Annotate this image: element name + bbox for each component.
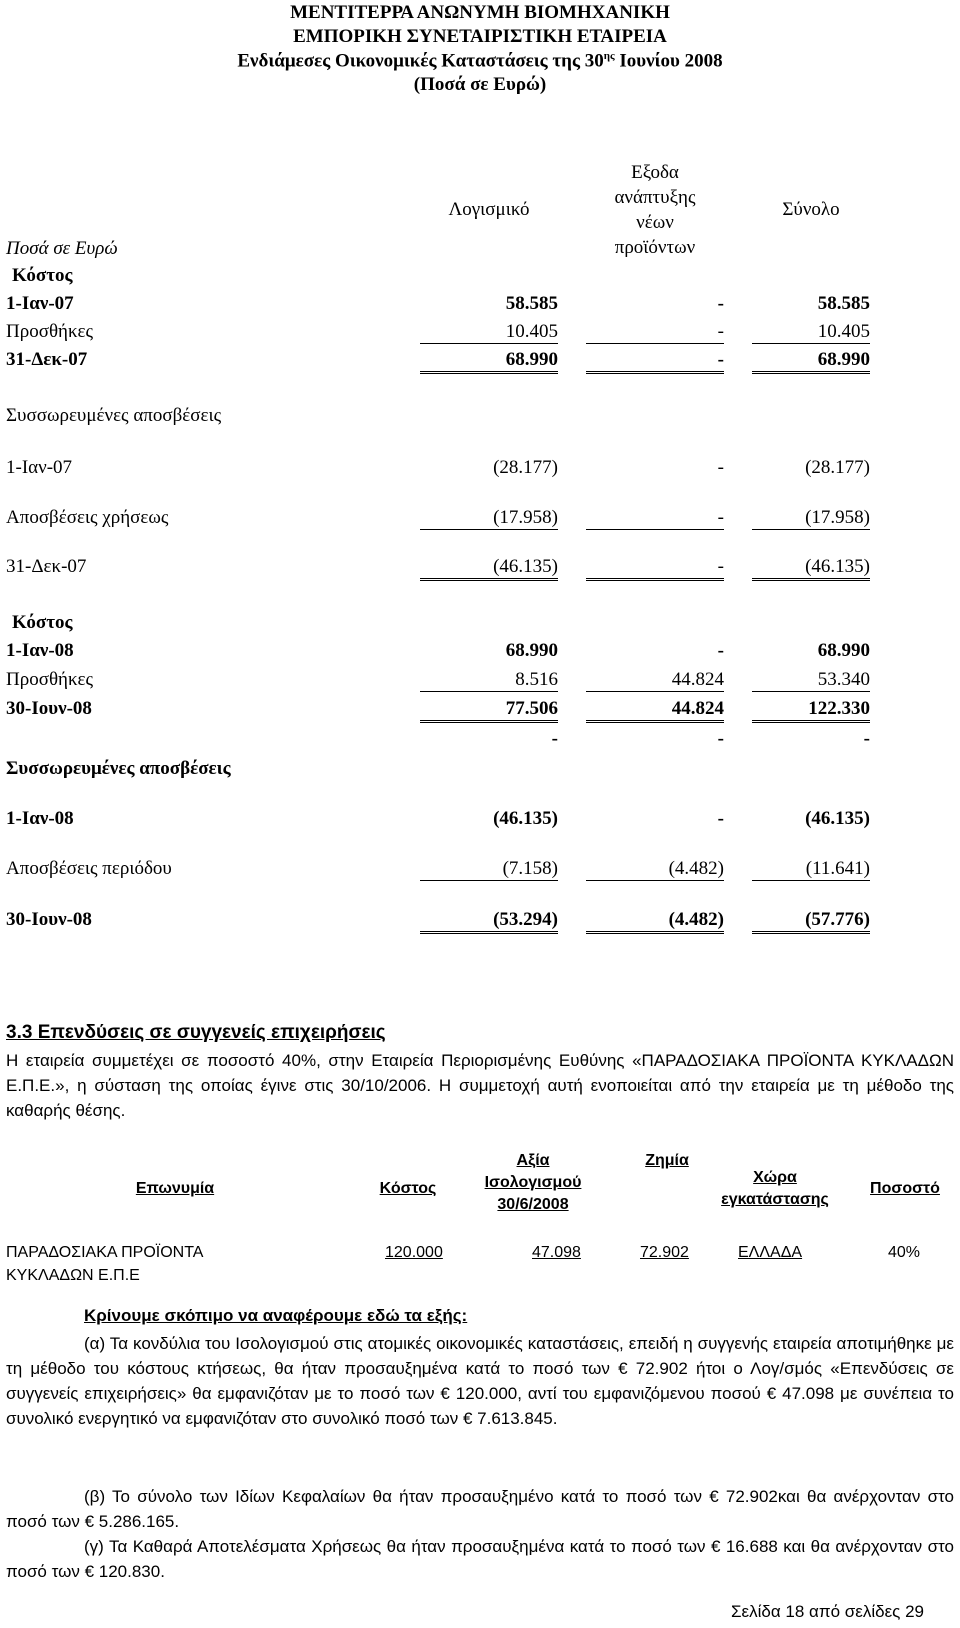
cell-value: - bbox=[586, 349, 724, 374]
cell-value: (57.776) bbox=[752, 909, 870, 934]
row-label: 1-Ιαν-07 bbox=[6, 457, 73, 478]
section-title-depreciation-2007: Συσσωρευμένες αποσβέσεις bbox=[6, 405, 222, 426]
cell-value: (11.641) bbox=[752, 858, 870, 881]
unit-label: Ποσά σε Ευρώ bbox=[6, 238, 118, 259]
table-header-name: Επωνυμία bbox=[135, 1180, 215, 1197]
note-a: (α) Τα κονδύλια του Ισολογισμού στις ατομικές οικονομικές καταστάσεις, επειδή η συγγενής εταιρεία αποτιμήθηκε με τη μέθοδο του κόστους κτήσεως, θα ήταν προσαυξημένα κατά το ποσό των € 72.902 ήτοι ο Λογ/σμός «Επενδύσεις σε συγγενείς επιχειρήσεις» θα εμφανιζόταν με το ποσό των € 120.000, αντί του εμφανιζόμενου ποσού € 47.098 με συνέπεια το συνολικό ενεργητικό να εμφανιζόταν στο συνολικό ποσό των € 7.613.845. bbox=[6, 1334, 954, 1428]
cell-value: 58.585 bbox=[817, 293, 870, 314]
cell-value: (53.294) bbox=[420, 909, 558, 934]
cell-value: (4.482) bbox=[586, 858, 724, 881]
row-label: Προσθήκες bbox=[6, 669, 94, 690]
cell-value: (46.135) bbox=[493, 808, 558, 829]
cell-value: - bbox=[717, 728, 724, 749]
cell-value: 10.405 bbox=[752, 321, 870, 344]
cell-value: 58.585 bbox=[505, 293, 558, 314]
cell-value: - bbox=[586, 321, 724, 344]
cell-value: - bbox=[586, 507, 724, 530]
row-label: Προσθήκες bbox=[6, 321, 94, 342]
cell-value: (46.135) bbox=[752, 556, 870, 581]
section-heading-3-3: 3.3 Επενδύσεις σε συγγενείς επιχειρήσεις bbox=[6, 1022, 386, 1043]
cell-value: 77.506 bbox=[420, 698, 558, 723]
participation-cost: 120.000 bbox=[385, 1244, 443, 1261]
statements-title: Ενδιάμεσες Οικονομικές Καταστάσεις της $30^{\eta\varsigma}$ Ιουνίου 2008 bbox=[237, 50, 723, 72]
cell-value: 10.405 bbox=[420, 321, 558, 344]
cell-value: - bbox=[717, 808, 724, 829]
cell-value: - bbox=[717, 457, 724, 478]
cell-value: (28.177) bbox=[805, 457, 870, 478]
cell-value: 44.824 bbox=[586, 669, 724, 692]
row-label: 30-Ιουν-08 bbox=[6, 909, 92, 930]
notes-heading: Κρίνουμε σκόπιμο να αναφέρουμε εδώ τα εξής: bbox=[84, 1306, 468, 1325]
cell-value: 122.330 bbox=[752, 698, 870, 723]
cell-value: - bbox=[551, 728, 558, 749]
note-b: (β) Το σύνολο των Ιδίων Κεφαλαίων θα ήταν προσαυξημένο κατά το ποσό των € 72.902και θα ανέρχονταν στο ποσό των € 5.286.165. bbox=[6, 1487, 954, 1531]
table-header-percent: Ποσοστό bbox=[870, 1180, 940, 1197]
section-title-cost-2007: Κόστος bbox=[12, 265, 73, 286]
cell-value: - bbox=[863, 728, 870, 749]
row-label: Αποσβέσεις χρήσεως bbox=[6, 507, 169, 528]
cell-value: (28.177) bbox=[493, 457, 558, 478]
table-header-loss: Ζημία bbox=[645, 1152, 689, 1169]
cell-value: 44.824 bbox=[586, 698, 724, 723]
participation-name-line2: ΚΥΚΛΑΔΩΝ Ε.Π.Ε bbox=[6, 1267, 140, 1284]
col-header-software: Λογισμικό bbox=[448, 199, 530, 220]
cell-value: 68.990 bbox=[817, 640, 870, 661]
section-3-3-intro: Η εταιρεία συμμετέχει σε ποσοστό 40%, στην Εταιρεία Περιορισμένης Ευθύνης «ΠΑΡΑΔΟΣΙΑΚΑ ΠΡΟΪΟΝΤΑ ΚΥΚΛΑΔΩΝ Ε.Π.Ε.», η σύσταση της οποίας έγινε στις 30/10/2006. Η συμμετοχή αυτή ενοποιείται από την εταιρεία με τη μέθοδο της καθαρής θέσης. bbox=[6, 1051, 954, 1120]
table-header-country: Χώρα εγκατάστασης bbox=[721, 1169, 829, 1208]
cell-value: - bbox=[717, 293, 724, 314]
cell-value: 68.990 bbox=[752, 349, 870, 374]
row-label: 1-Ιαν-07 bbox=[6, 293, 74, 314]
cell-value: 68.990 bbox=[420, 349, 558, 374]
company-name-line2: ΕΜΠΟΡΙΚΗ ΣΥΝΕΤΑΙΡΙΣΤΙΚΗ ΕΤΑΙΡΕΙΑ bbox=[293, 26, 667, 47]
cell-value: 8.516 bbox=[420, 669, 558, 692]
participation-loss: 72.902 bbox=[640, 1244, 689, 1261]
participation-name-line1: ΠΑΡΑΔΟΣΙΑΚΑ ΠΡΟΪΟΝΤΑ bbox=[6, 1244, 204, 1261]
note-c: (γ) Τα Καθαρά Αποτελέσματα Χρήσεως θα ήταν προσαυξημένα κατά το ποσό των € 16.688 και θα ανέρχονταν στο ποσό των € 120.830. bbox=[6, 1537, 954, 1581]
cell-value: 68.990 bbox=[505, 640, 558, 661]
cell-value: - bbox=[717, 640, 724, 661]
row-label: 31-Δεκ-07 bbox=[6, 349, 88, 370]
cell-value: - bbox=[586, 556, 724, 581]
cell-value: (46.135) bbox=[805, 808, 870, 829]
section-title-cost-2008: Κόστος bbox=[12, 612, 73, 633]
cell-value: 53.340 bbox=[752, 669, 870, 692]
row-label: 1-Ιαν-08 bbox=[6, 640, 74, 661]
cell-value: (17.958) bbox=[752, 507, 870, 530]
company-name-line1: ΜΕΝΤΙΤΕΡΡΑ ΑΝΩΝΥΜΗ ΒΙΟΜΗΧΑΝΙΚΗ bbox=[290, 2, 670, 23]
currency-note: (Ποσά σε Ευρώ) bbox=[413, 74, 547, 95]
cell-value: (17.958) bbox=[420, 507, 558, 530]
participation-percent: 40% bbox=[888, 1244, 921, 1261]
row-label: 31-Δεκ-07 bbox=[6, 556, 87, 577]
table-header-balance-value: Αξία Ισολογισμού 30/6/2008 bbox=[484, 1152, 582, 1213]
section-title-depreciation-2008: Συσσωρευμένες αποσβέσεις bbox=[6, 758, 231, 779]
cell-value: (7.158) bbox=[420, 858, 558, 881]
cell-value: (46.135) bbox=[420, 556, 558, 581]
table-header-cost: Κόστος bbox=[379, 1180, 437, 1197]
participation-country: ΕΛΛΑΔΑ bbox=[738, 1244, 803, 1261]
row-label: Αποσβέσεις περιόδου bbox=[6, 858, 172, 879]
col-header-development: Εξοδα ανάπτυξης νέων προϊόντων bbox=[614, 162, 696, 258]
cell-value: (4.482) bbox=[586, 909, 724, 934]
row-label: 30-Ιουν-08 bbox=[6, 698, 92, 719]
participation-balance-value: 47.098 bbox=[532, 1244, 581, 1261]
page-number: Σελίδα 18 από σελίδες 29 bbox=[731, 1602, 924, 1621]
row-label: 1-Ιαν-08 bbox=[6, 808, 74, 829]
col-header-total: Σύνολο bbox=[782, 199, 840, 220]
